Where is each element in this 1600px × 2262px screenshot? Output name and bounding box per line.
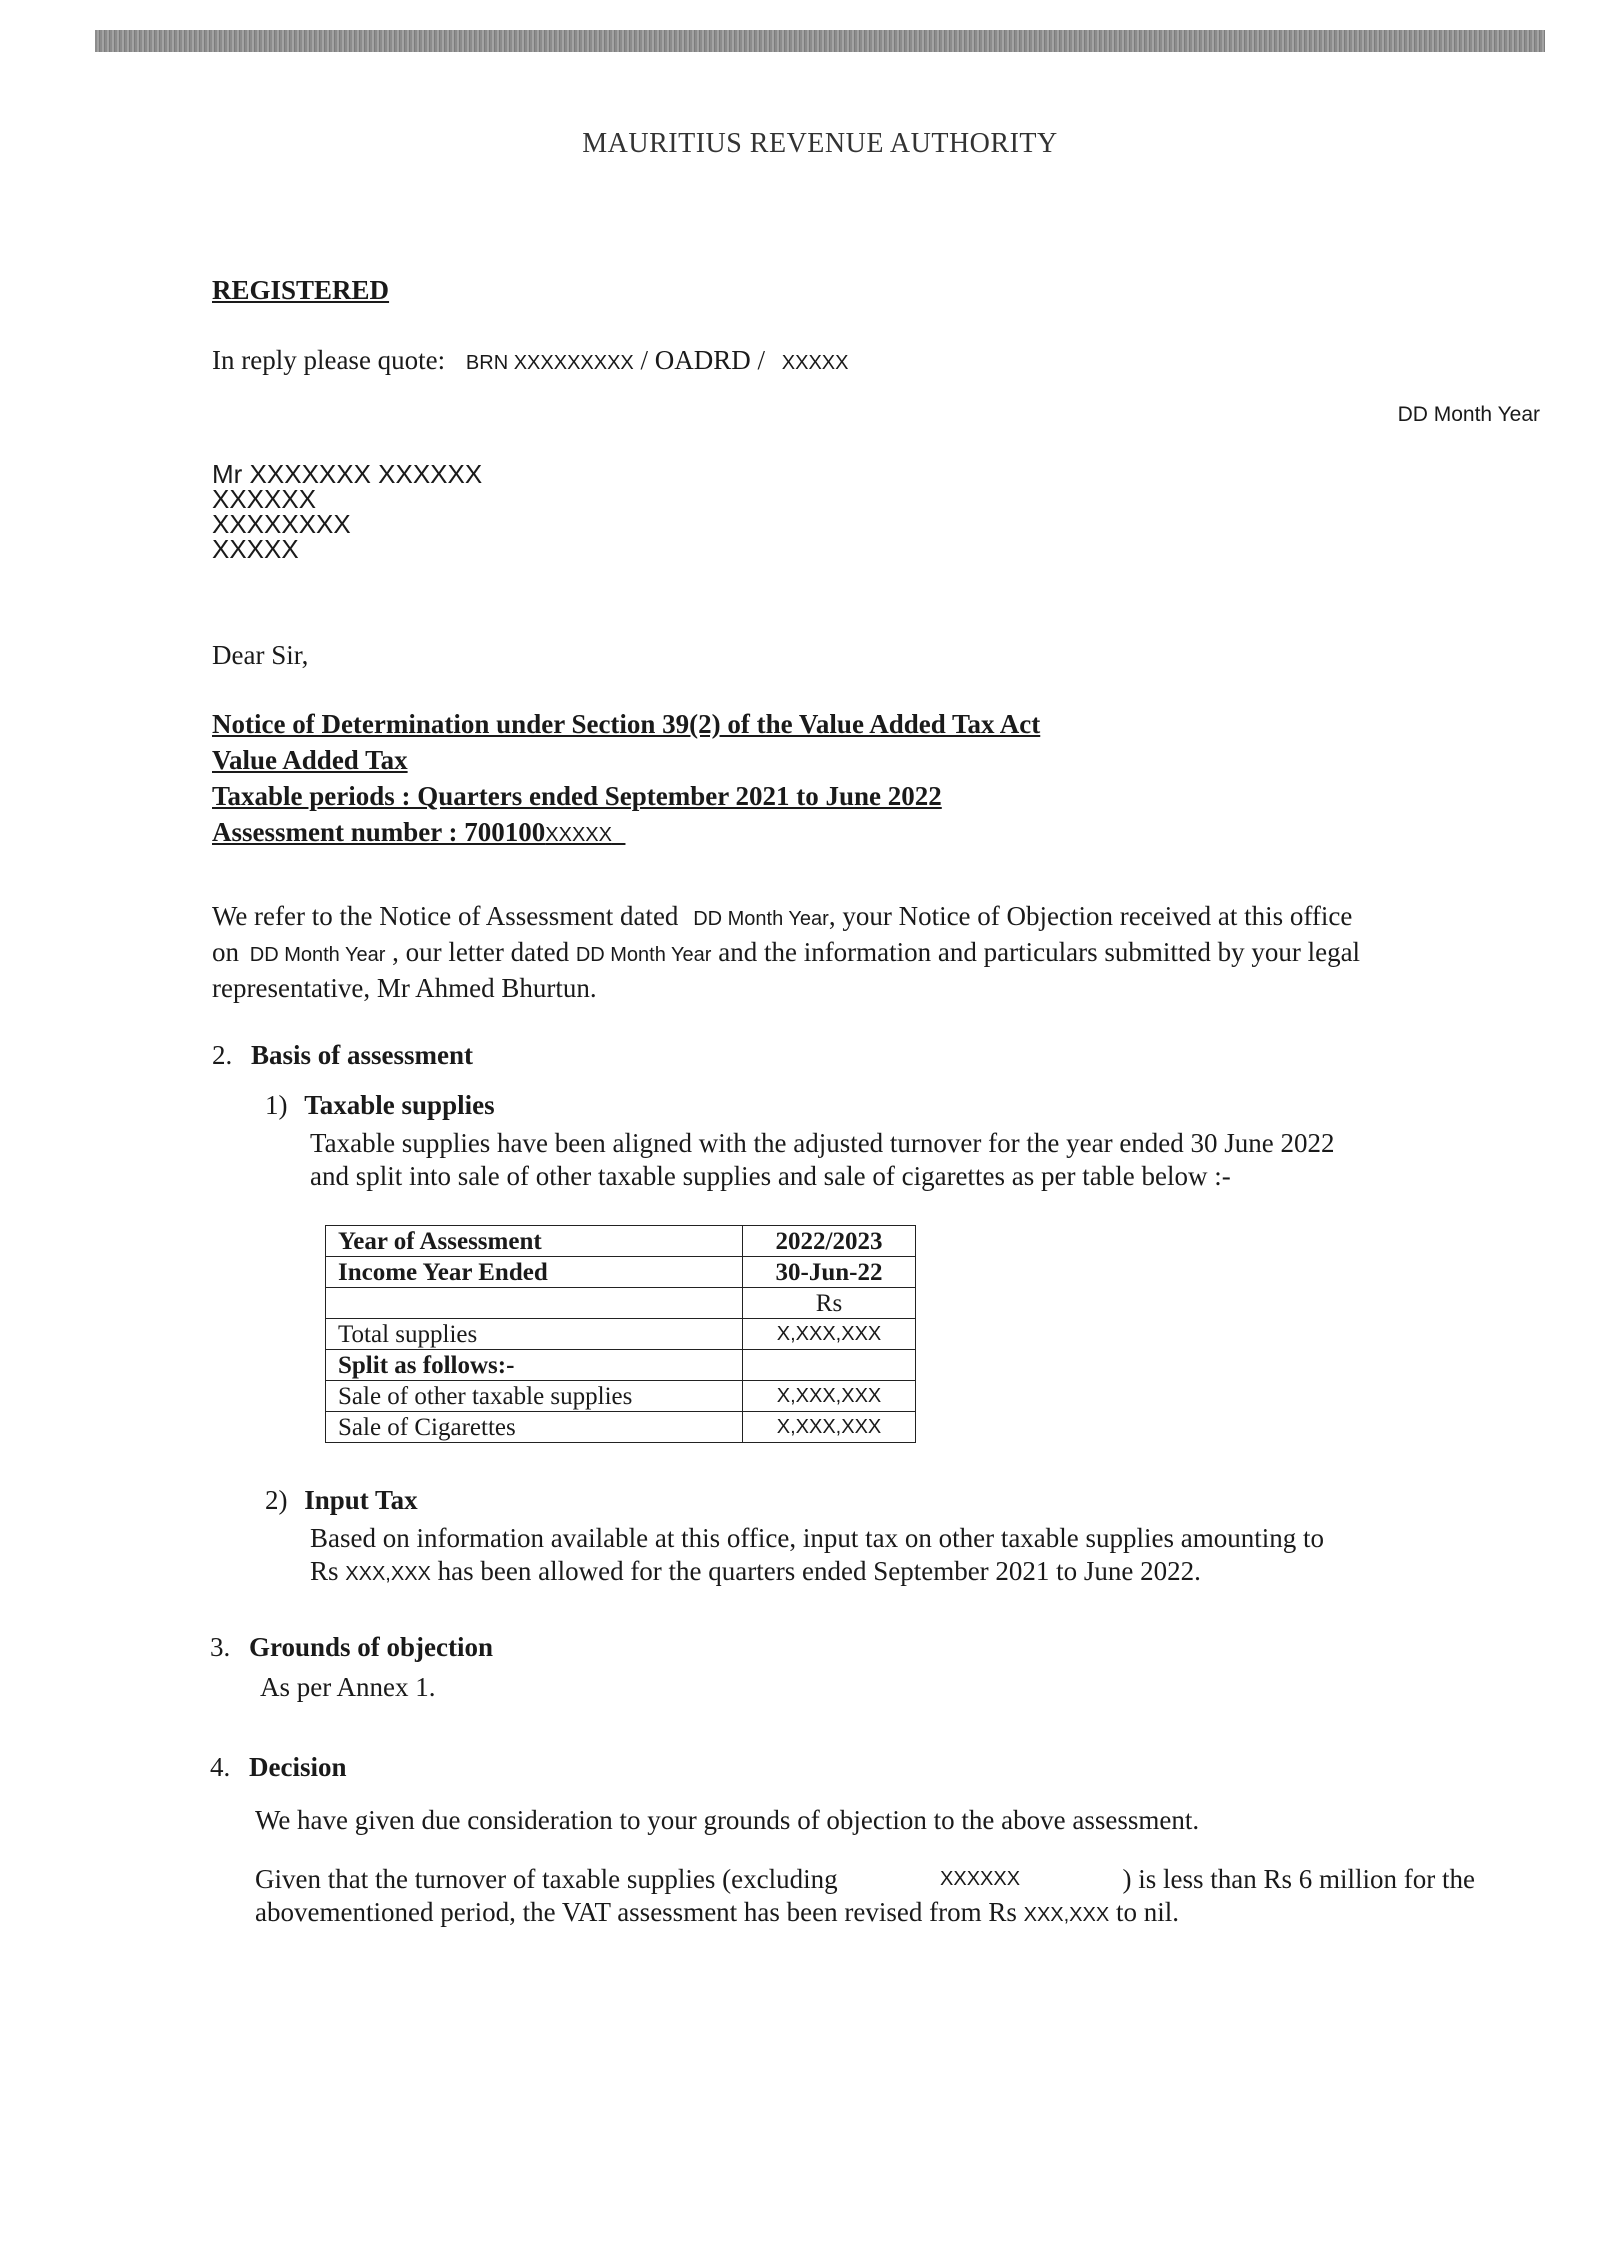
assessment-prefix: Assessment number : 700100 — [212, 817, 546, 847]
body-text: to nil. — [1115, 1897, 1179, 1927]
authority-title: MAURITIUS REVENUE AUTHORITY — [582, 128, 1058, 159]
decision-text-1: We have given due consideration to your grounds of objection to the above assessment. — [255, 1805, 1200, 1835]
intro-text: and the information and particulars submitted by your legal — [718, 937, 1361, 967]
intro-date: DD Month Year — [575, 944, 712, 966]
table-cell-label — [326, 1288, 743, 1319]
subject-block — [212, 706, 1040, 853]
table-cell-value: 2022/2023 — [743, 1226, 916, 1257]
table-row — [326, 1319, 916, 1350]
reference-label: In reply please quote: — [212, 345, 446, 375]
body-text: abovementioned period, the VAT assessment has been revised from Rs — [255, 1897, 1017, 1927]
subsection-title: Taxable supplies — [304, 1090, 495, 1120]
amount: XXX,XXX — [1023, 1904, 1110, 1926]
section-title: Decision — [249, 1752, 347, 1782]
table-cell-label: Year of Assessment — [326, 1226, 743, 1257]
table-cell-value: 30-Jun-22 — [743, 1257, 916, 1288]
subsection-2-heading — [265, 1485, 418, 1516]
subject-line: Taxable periods : Quarters ended September 2021 to June 2022 — [212, 781, 942, 811]
grounds-text: As per Annex 1. — [260, 1672, 436, 1702]
letter-date: DD Month Year — [1397, 403, 1540, 426]
input-tax-text — [310, 1522, 1510, 1591]
section-3-heading — [210, 1632, 493, 1663]
table-cell-label: Total supplies — [326, 1319, 743, 1350]
subject-line-assessment — [212, 814, 1040, 853]
table-cell-label: Income Year Ended — [326, 1257, 743, 1288]
subject-line: Value Added Tax — [212, 745, 408, 775]
section-title: Grounds of objection — [249, 1632, 494, 1662]
table-cell-label: Sale of Cigarettes — [326, 1412, 743, 1443]
table-cell-value: X,XXX,XXX — [743, 1412, 916, 1443]
table-row — [326, 1257, 916, 1288]
body-text: Rs — [310, 1556, 339, 1586]
table-cell-value: Rs — [743, 1288, 916, 1319]
address-line: Mr XXXXXXX XXXXXX — [212, 459, 483, 489]
intro-text: representative, Mr Ahmed Bhurtun. — [212, 973, 597, 1003]
body-text: Given that the turnover of taxable supplies (excluding — [255, 1864, 838, 1894]
body-text: has been allowed for the quarters ended September 2021 to June 2022. — [437, 1556, 1201, 1586]
intro-date: DD Month Year — [249, 944, 386, 966]
body-line: and split into sale of other taxable supplies and sale of cigarettes as per table below :- — [310, 1161, 1231, 1191]
recipient-address — [212, 459, 483, 564]
subsection-number: 1) — [265, 1090, 288, 1120]
table-cell-value: X,XXX,XXX — [743, 1381, 916, 1412]
section-2-heading — [212, 1040, 473, 1071]
amount: XXX,XXX — [345, 1563, 431, 1585]
address-line: XXXXXXXX — [212, 509, 351, 539]
salutation: Dear Sir, — [212, 640, 309, 670]
scan-header-bar — [95, 30, 1545, 52]
table-cell-value — [743, 1350, 916, 1381]
body-text: ) is less than Rs 6 million for the — [1122, 1864, 1475, 1894]
subject-line: Notice of Determination under Section 39(2) of the Value Added Tax Act — [212, 709, 1041, 739]
body-line: Taxable supplies have been aligned with the adjusted turnover for the year ended 30 June 2022 — [310, 1128, 1335, 1158]
intro-text: on — [212, 937, 239, 967]
intro-text: , our letter dated — [392, 937, 570, 967]
section-number: 3. — [210, 1632, 231, 1662]
reference-sep: / OADRD / — [640, 345, 766, 375]
reference-brn: BRN XXXXXXXXX — [465, 352, 634, 374]
reference-number: XXXXX — [781, 352, 849, 374]
assessment-suffix: XXXXX — [545, 824, 612, 846]
table-row — [326, 1288, 916, 1319]
intro-text: We refer to the Notice of Assessment dated — [212, 901, 679, 931]
intro-paragraph — [212, 900, 1462, 1005]
section-title: Basis of assessment — [251, 1040, 474, 1070]
table-cell-value: X,XXX,XXX — [743, 1319, 916, 1350]
decision-text-2 — [255, 1863, 1475, 1932]
subsection-number: 2) — [265, 1485, 288, 1515]
table-cell-label: Sale of other taxable supplies — [326, 1381, 743, 1412]
table-row — [326, 1412, 916, 1443]
section-4-heading — [210, 1752, 347, 1783]
address-line: XXXXX — [212, 534, 299, 564]
registered-label: REGISTERED — [212, 275, 390, 305]
table-cell-label: Split as follows:- — [326, 1350, 743, 1381]
subsection-1-heading — [265, 1090, 495, 1121]
address-line: XXXXXX — [212, 484, 317, 514]
table-row — [326, 1381, 916, 1412]
body-line: Based on information available at this office, input tax on other taxable supplies amounting to — [310, 1523, 1325, 1553]
section-number: 2. — [212, 1040, 233, 1070]
subsection-title: Input Tax — [304, 1485, 418, 1515]
taxable-supplies-text — [310, 1127, 1510, 1193]
table-row — [326, 1226, 916, 1257]
intro-text: , your Notice of Objection received at this office — [828, 901, 1353, 931]
redacted-text: XXXXXX — [940, 1868, 1021, 1890]
table-row — [326, 1350, 916, 1381]
assessment-table — [325, 1225, 916, 1443]
section-number: 4. — [210, 1752, 231, 1782]
reference-line — [212, 345, 848, 376]
intro-date: DD Month Year — [693, 908, 829, 930]
